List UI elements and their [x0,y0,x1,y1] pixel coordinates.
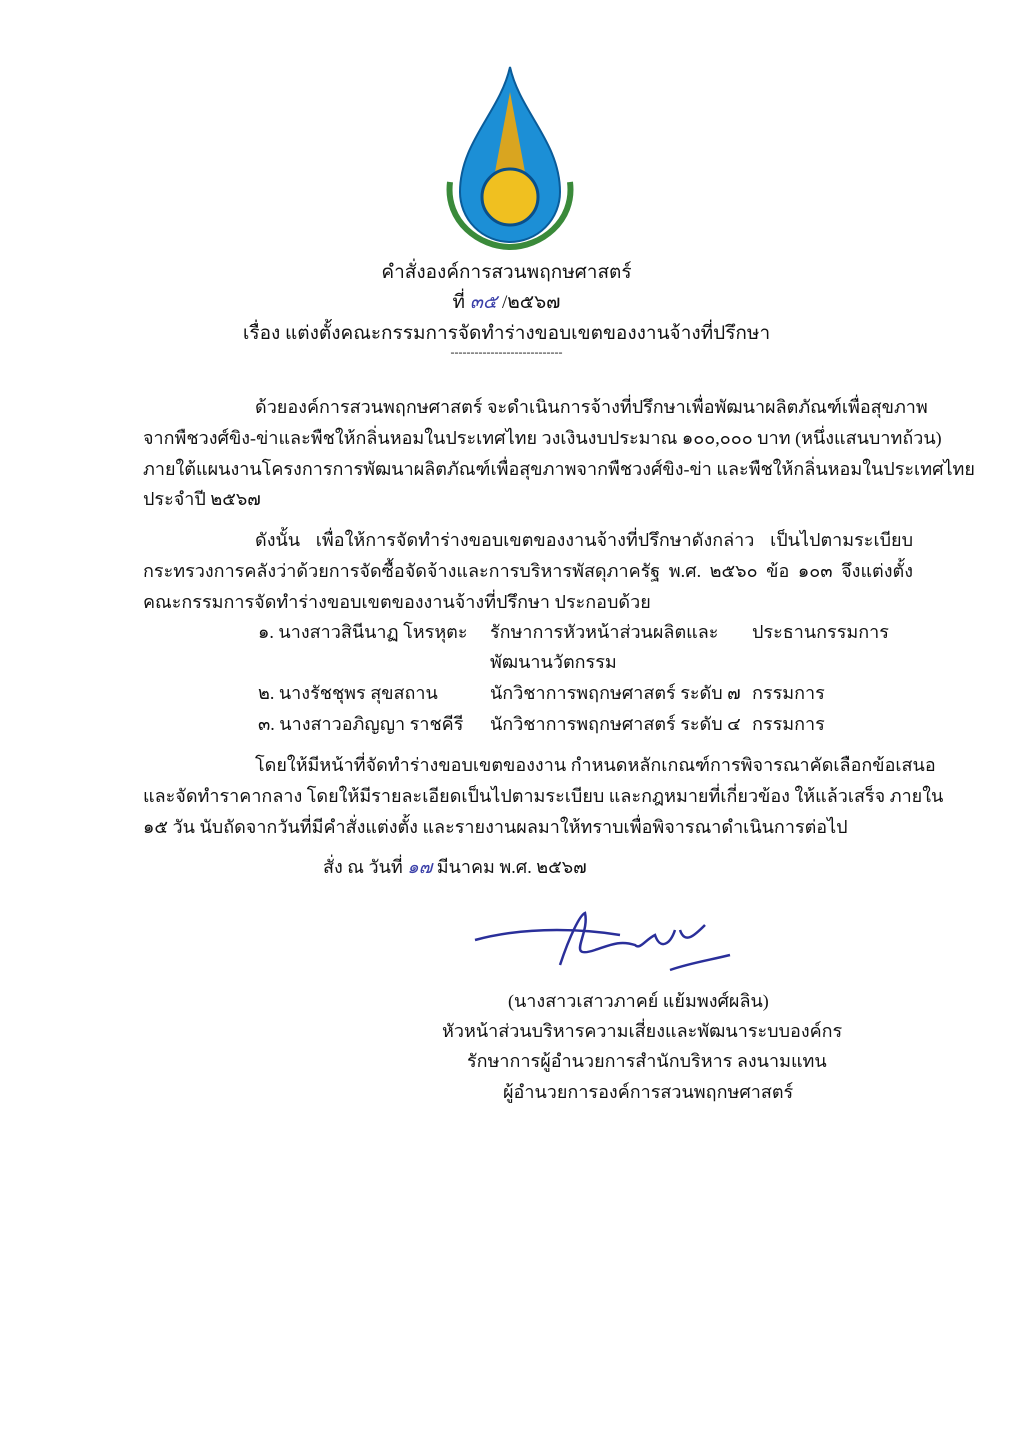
date-rest: มีนาคม พ.ศ. ๒๕๖๗ [436,857,587,877]
date-day-handwritten: ๑๗ [407,857,433,877]
signer-name: (นางสาวเสาวภาคย์ แย้มพงศ์ผลิน) [508,991,769,1011]
member-name: ๑. นางสาวสินีนาฏ โหรหุตะ [258,622,468,642]
member-position: นักวิชาการพฤกษศาสตร์ ระดับ ๗ [490,683,741,703]
signer-title: หัวหน้าส่วนบริหารความเสี่ยงและพัฒนาระบบองค์กร [442,1021,843,1041]
member-name: ๒. นางรัชชุพร สุขสถาน [258,683,438,703]
number-prefix: ที่ [452,292,466,313]
handwritten-signature [470,905,750,985]
para2-line: คณะกรรมการจัดทำร่างขอบเขตของงานจ้างที่ปรึกษา ประกอบด้วย [143,592,651,612]
para2-line: กระทรวงการคลังว่าด้วยการจัดซื้อจัดจ้างและการบริหารพัสดุภาครัฐ พ.ศ. ๒๕๖๐ ข้อ ๑๐๓ จึงแต่งตั้ง [143,561,913,581]
member-position: นักวิชาการพฤกษศาสตร์ ระดับ ๔ [490,714,741,734]
para1-line: จากพืชวงศ์ขิง-ข่าและพืชให้กลิ่นหอมในประเทศไทย วงเงินงบประมาณ ๑๐๐,๐๐๐ บาท (หนึ่งแสนบาทถ้วน) [143,428,942,448]
para3-line: และจัดทำราคากลาง โดยให้มีรายละเอียดเป็นไปตามระเบียบ และกฎหมายที่เกี่ยวข้อง ให้แล้วเสร็จ ภายใน [143,786,944,806]
divider: ---------------------------- [450,345,563,359]
signer-title: ผู้อำนวยการองค์การสวนพฤกษศาสตร์ [503,1082,794,1102]
para3-line: ๑๕ วัน นับถัดจากวันที่มีคำสั่งแต่งตั้ง และรายงานผลมาให้ทราบเพื่อพิจารณาดำเนินการต่อไป [143,817,848,837]
signer-title: รักษาการผู้อำนวยการสำนักบริหาร ลงนามแทน [467,1051,827,1071]
member-role: ประธานกรรมการ [752,622,889,642]
member-position: รักษาการหัวหน้าส่วนผลิตและ [490,622,719,642]
order-number [0,287,1013,317]
member-position: พัฒนานวัตกรรม [490,652,617,672]
number-year: /๒๕๖๗ [501,292,561,313]
para3-line: โดยให้มีหน้าที่จัดทำร่างขอบเขตของงาน กำหนดหลักเกณฑ์การพิจารณาคัดเลือกข้อเสนอ [255,755,936,775]
number-handwritten: ๓๕ [469,292,498,313]
order-title: คำสั่งองค์การสวนพฤกษศาสตร์ [381,262,632,283]
date-prefix: สั่ง ณ วันที่ [323,857,403,877]
para2-line: ดังนั้น เพื่อให้การจัดทำร่างขอบเขตของงานจ้างที่ปรึกษาดังกล่าว เป็นไปตามระเบียบ [255,530,913,550]
subject: เรื่อง แต่งตั้งคณะกรรมการจัดทำร่างขอบเขตของงานจ้างที่ปรึกษา [242,323,771,344]
order-date [323,852,587,881]
member-role: กรรมการ [752,714,825,734]
member-role: กรรมการ [752,683,825,703]
para1-line: ภายใต้แผนงานโครงการการพัฒนาผลิตภัณฑ์เพื่อสุขภาพจากพืชวงศ์ขิง-ข่า และพืชให้กลิ่นหอมในประเทศไทย [143,459,975,479]
member-name: ๓. นางสาวอภิญญา ราชคีรี [258,714,464,734]
para1-line: ประจำปี ๒๕๖๗ [143,489,261,509]
para1-line: ด้วยองค์การสวนพฤกษศาสตร์ จะดำเนินการจ้างที่ปรึกษาเพื่อพัฒนาผลิตภัณฑ์เพื่อสุขภาพ [255,397,928,417]
botanical-garden-logo [440,62,580,252]
